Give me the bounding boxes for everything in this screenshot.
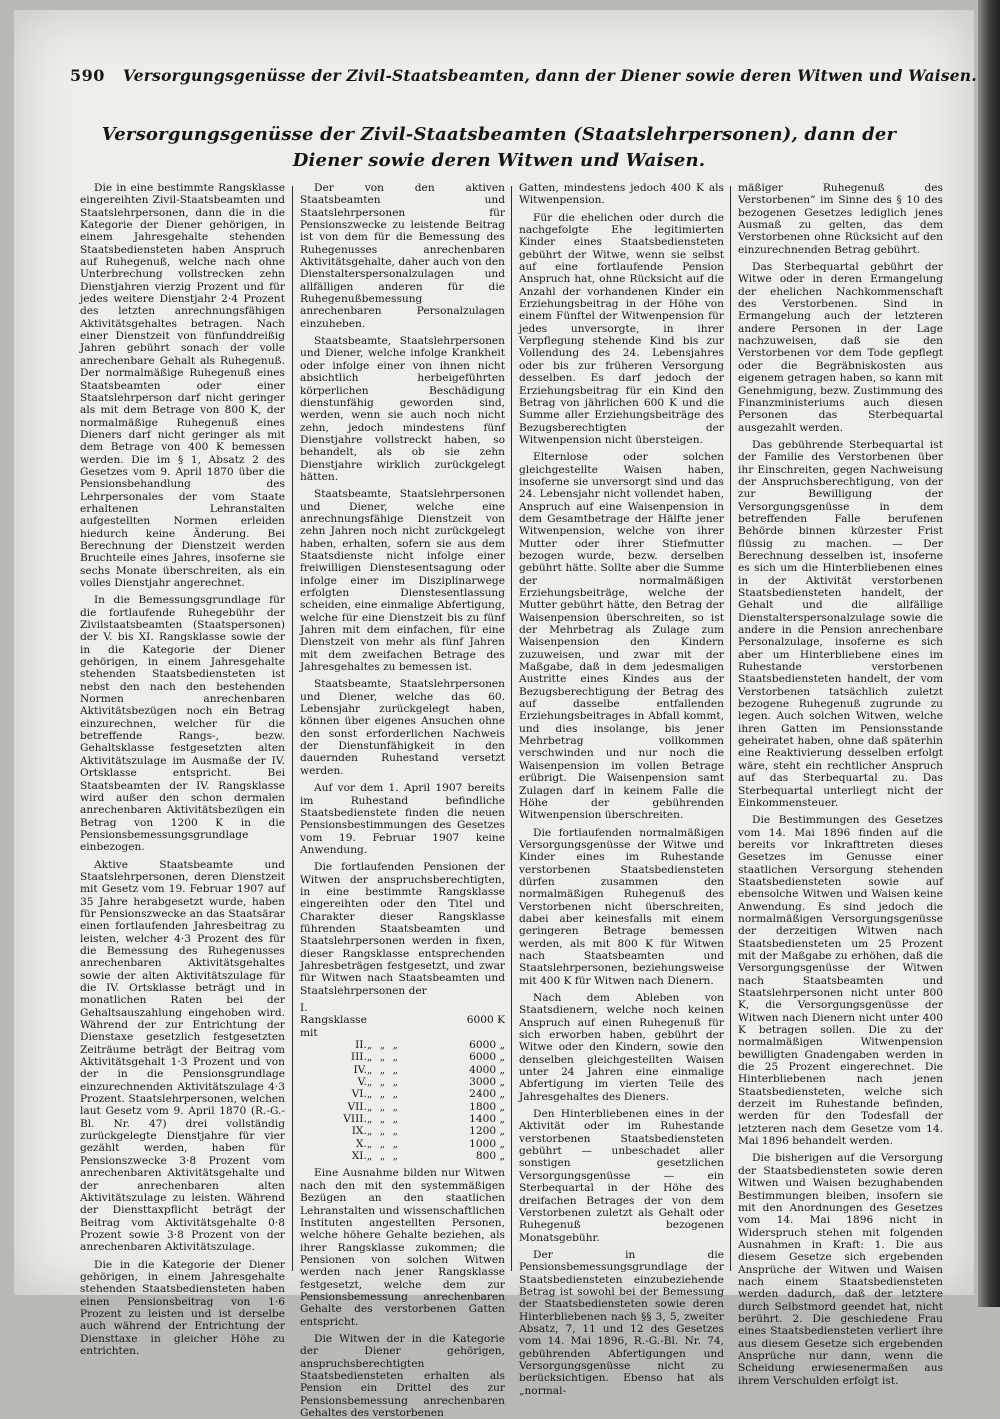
paragraph: Der von den aktiven Staatsbeamten und Staatslehrpersonen für Pensionszwecke zu leistende Beitrag ist von dem für die Bemessung des Ruhegenusses anrechenbaren Aktivitätsgehalte, daher auch von den Dienstalterspersonalzulagen und allfälligen anderen für die Ruhegenußbemessung anrechenbaren Personalzulagen einzuheben. <box>300 182 505 330</box>
paragraph: Der in die Pensionsbemessungsgrundlage der Staatsbediensteten einzubeziehende Betrag ist sowohl bei der Bemessung der Staatsbediensteten sowie deren Hinterbliebenen nach §§ 3, 5, zweiter Absatz, 7, 11 und 12 des Gesetzes vom 14. Mai 1896, R.-G.-Bl. Nr. 74, gebührenden Abfertigungen und Versorgungsgenüsse nicht zu berücksichtigen. Ebenso hat als „normal- <box>519 1248 724 1397</box>
text-column-1 <box>80 182 285 1357</box>
paragraph: Aktive Staatsbeamte und Staatslehrpersonen, deren Dienstzeit mit Gesetz vom 19. Februar 1907 auf 35 Jahre herabgesetzt wurde, haben für Pensionszwecke an das Staatsärar einen fortlaufenden Jahresbeitrag zu leisten, welcher 4·3 Prozent des für die Bemessung des Ruhegenusses anrechenbaren Aktivitätsgehaltes sowie der alten Aktivitätszulage für die IV. Ortsklasse beträgt und in monatlichen Raten bei der Gehaltsauszahlung eingehoben wird. Während der zur Entrichtung der Dienstaxe gesetzlich festgesetzten Zeiträume beträgt der Beitrag vom Aktivitätsgehalt 1·3 Prozent und von der in die Pensionsgrundlage einzurechnenden Aktivitätszulage 4·3 Prozent. Staatslehrpersonen, welchen laut Gesetz vom 9. April 1870 (R.-G.-Bl. Nr. 47) drei vollständig zurückgelegte Dienstjahre für vier gezählt werden, haben für Pensionszwecke 3·8 Prozent vom anrechenbaren Aktivitätsgehalte und der anrechenbaren alten Aktivitätszulage zu leisten. Während der Diensttaxpflicht beträgt der Beitrag vom Aktivitätsgehalte 0·8 Prozent sowie 3·8 Prozent von der anrechenbaren Aktivitätszulage. <box>80 858 285 1254</box>
page-header <box>70 66 977 85</box>
table-row <box>300 1039 505 1051</box>
document-page <box>14 10 977 1419</box>
text-column-2 <box>300 182 505 1419</box>
rank-amount: 2400 „ <box>469 1088 505 1101</box>
ditto-marks: „ „ „ <box>366 1100 401 1113</box>
rank-amount: 1400 „ <box>469 1113 505 1126</box>
paragraph: In die Bemessungsgrundlage für die fortlaufende Ruhegebühr der Zivilstaatsbeamten (Staatspersonen) der V. bis XI. Rangsklasse sowie der in die Kategorie der Diener gehörigen, in einem Jahresgehalte stehenden Staatsbediensteten ist nebst den nach den bestehenden Normen anrechenbaren Aktivitätsbezügen noch ein Betrag einzurechnen, welcher für die betreffende Rangs-, bezw. Gehaltsklasse festgesetzten alten Aktivitätszulage im Ausmaße der IV. Ortsklasse entspricht. Bei Staatsbeamten der IV. Rangsklasse wird außer den schon dermalen anrechenbaren Aktivitätsbezügen ein Betrag von 1200 K in die Pensionsbemessungsgrundlage einbezogen. <box>80 594 285 854</box>
column-divider <box>292 186 293 1271</box>
paragraph: Elternlose oder solchen gleichgestellte Waisen haben, insoferne sie unversorgt sind und das 24. Lebensjahr nicht vollendet haben, Anspruch auf eine Waisenpension in dem Gesamtbetrage der Hälfte jener Witwenpension, welche von ihrer Mutter oder ihrer Stiefmutter bezogen wurde, bezw. derselben gebührt hätte. Sollte aber die Summe der normalmäßigen Erziehungsbeiträge, welche der Mutter gebührt hätte, den Betrag der Waisenpension überschreiten, so ist der Mehrbetrag als Zulage zum Waisenpension den Kindern zuzuweisen, und zwar mit der Maßgabe, daß in dem jedesmaligen Austritte eines Kindes aus der Bezugsberechtigung der Betrag des auf dasselbe entfallenden Erziehungsbeitrages in Abfall kommt, und dies insolange, bis jener Mehrbetrag vollkommen verschwinden und nur noch die Waisenpension im vollen Betrage erübrigt. Die Waisenpension samt Zulagen darf in keinem Falle die Höhe der gebührenden Witwenpension überschreiten. <box>519 451 724 822</box>
table-row <box>300 1138 505 1150</box>
ditto-marks: „ „ „ <box>366 1039 401 1052</box>
rank-amount: 4000 „ <box>469 1063 505 1076</box>
rank-class: VI. <box>351 1088 367 1101</box>
ditto-marks: „ „ „ <box>366 1088 401 1101</box>
table-row <box>300 1125 505 1137</box>
ditto-marks: „ „ „ <box>366 1063 401 1076</box>
ditto-marks: „ „ „ <box>366 1076 401 1089</box>
rank-class: IV. <box>353 1063 367 1076</box>
ditto-marks: „ „ „ <box>366 1125 401 1138</box>
rank-class: VIII. <box>343 1113 367 1126</box>
rank-class: III. <box>350 1051 367 1064</box>
paragraph: Die fortlaufenden Pensionen der Witwen der anspruchsberechtigten, in eine bestimmte Rangsklasse eingereihten oder den Titel und Charakter dieser Rangsklasse führenden Staatsbeamten und Staatslehrpersonen werden in fixen, dieser Rangsklasse entsprechenden Jahresbeträgen festgesetzt, und zwar für Witwen nach Staatsbeamten und Staatslehrpersonen der <box>300 861 505 997</box>
text-column-3 <box>519 182 724 1397</box>
widow-pension-rank-table <box>300 1002 505 1162</box>
paragraph: Auf vor dem 1. April 1907 bereits im Ruhestand befindliche Staatsbedienstete finden die neuen Pensionsbestimmungen des Gesetzes vom 19. Februar 1907 keine Anwendung. <box>300 782 505 856</box>
paragraph: mäßiger Ruhegenuß des Verstorbenen” im Sinne des § 10 des bezogenen Gesetzes lediglich jenes Ausmaß zu gelten, das dem Verstorbenen ohne Rücksicht auf den einzurechnenden Betrag gebührt. <box>738 182 943 256</box>
paragraph: Die in eine bestimmte Rangsklasse eingereihten Zivil-Staatsbeamten und Staatslehrpersonen, dann die in die Kategorie der Diener gehörigen, in einem Jahresgehalte stehenden Staatsbediensteten haben Anspruch auf Ruhegenuß, welche nach ohne Unterbrechung vollstrecken zehn Dienstjahren vierzig Prozent und für jedes weitere Dienstjahr 2·4 Prozent des letzten anrechnungsfähigen Aktivitätsgehaltes betragen. Nach einer Dienstzeit von fünfunddreißig Jahren gebührt sonach der volle anrechenbare Gehalt als Ruhegenuß. Der normalmäßige Ruhegenuß eines Staatsbeamten oder einer Staatslehrperson darf nicht geringer als mit dem Betrage von 800 K, der normalmäßige Ruhegenuß eines Dieners darf nicht geringer als mit dem Betrage von 400 K bemessen werden. Die im § 1, Absatz 2 des Gesetzes vom 9. April 1870 über die Pensionsbehandlung des Lehrpersonales der vom Staate erhaltenen Lehranstalten aufgestellten Normen erleiden hiedurch keine Änderung. Bei Berechnung der Dienstzeit werden Bruchteile eines Jahres, insoferne sie sechs Monate überschreiten, als ein volles Dienstjahr angerechnet. <box>80 182 285 589</box>
rank-amount: 800 „ <box>475 1150 505 1163</box>
table-row <box>300 1101 505 1113</box>
rank-amount: 3000 „ <box>469 1076 505 1089</box>
rank-class: II. <box>355 1039 367 1052</box>
page-number: 590 <box>70 66 105 85</box>
ditto-marks: „ „ „ <box>366 1137 401 1150</box>
paragraph: Die fortlaufenden normalmäßigen Versorgungsgenüsse der Witwe und Kinder eines im Ruhestande verstorbenen Staatsbediensteten dürfen zusammen den normalmäßigen Ruhegenuß des Verstorbenen nicht überschreiten, dabei aber keinesfalls mit einem geringeren Betrage bemessen werden, als mit 800 K für Witwen nach Staatsbeamten und Staatslehrpersonen, beziehungsweise mit 400 K für Witwen nach Dienern. <box>519 826 724 987</box>
rank-amount: 1200 „ <box>469 1125 505 1138</box>
section-title: Versorgungsgenüsse der Zivil-Staatsbeamten (Staatslehrpersonen), dann der Diener sowie deren Witwen und Waisen. <box>101 124 897 171</box>
rank-class: XI. <box>351 1150 367 1163</box>
ditto-marks <box>367 1002 439 1039</box>
paragraph: Das Sterbequartal gebührt der Witwe oder in deren Ermangelung der ehelichen Nachkommenschaft des Verstorbenen. Sind in Ermangelung auch der letzteren andere Personen in der Lage nachzuweisen, daß sie den Verstorbenen vor dem Tode gepflegt oder die Begräbniskosten aus eigenem getragen haben, so kann mit Genehmigung, bezw. Zustimmung des Finanzministeriums auch diesen Personen das Sterbequartal ausgezahlt werden. <box>738 261 943 434</box>
rank-amount: 6000 „ <box>469 1051 505 1064</box>
rank-class: V. <box>357 1076 367 1089</box>
table-row <box>300 1076 505 1088</box>
rank-class: X. <box>355 1137 367 1150</box>
rank-amount: 6000 „ <box>469 1039 505 1052</box>
paragraph: Die in die Kategorie der Diener gehörigen, in einem Jahresgehalte stehenden Staatsbediensteten haben einen Pensionsbeitrag von 1·6 Prozent zu leisten und ist derselbe auch während der Entrichtung der Diensttaxe in gleicher Höhe zu entrichten. <box>80 1258 285 1357</box>
rank-amount: 6000 K <box>466 1014 505 1027</box>
table-row <box>300 1088 505 1100</box>
table-row <box>300 1113 505 1125</box>
scan-edge <box>978 0 1000 1307</box>
column-divider <box>730 186 731 1271</box>
ditto-marks: „ „ „ <box>366 1113 401 1126</box>
ditto-marks: „ „ „ <box>366 1150 401 1163</box>
text-column-4 <box>738 182 943 1387</box>
rank-class: IX. <box>351 1125 367 1138</box>
paragraph: Staatsbeamte, Staatslehrpersonen und Diener, welche eine anrechnungsfähige Dienstzeit von zehn Jahren noch nicht zurückgelegt haben, erhalten, sofern sie aus dem Staatsdienste nicht infolge einer freiwilligen Dienstesentsagung oder infolge einer im Disziplinarwege erfolgten Dienstesentlassung scheiden, eine einmalige Abfertigung, welche für eine Dienstzeit bis zu fünf Jahren mit dem einfachen, für eine Dienstzeit von mehr als fünf Jahren mit dem zweifachen Betrage des Jahresgehaltes zu bemessen ist. <box>300 488 505 674</box>
paragraph: Für die ehelichen oder durch die nachgefolgte Ehe legitimierten Kinder eines Staatsbediensteten gebührt der Witwe, wenn sie selbst auf eine fortlaufende Pension Anspruch hat, ohne Rücksicht auf die Anzahl der vorhandenen Kinder ein Erziehungsbeitrag in der Höhe von einem Fünftel der Witwenpension für jedes unversorgte, in ihrer Verpflegung stehende Kind bis zur Vollendung des 24. Lebensjahres oder bis zur früheren Versorgung desselben. Es darf jedoch der Erziehungsbeitrag für ein Kind den Betrag von jährlichen 600 K und die Summe aller Erziehungsbeiträge des Bezugsberechtigten der Witwenpension nicht übersteigen. <box>519 211 724 446</box>
paragraph: Den Hinterbliebenen eines in der Aktivität oder im Ruhestande verstorbenen Staatsbediensteten gebührt — unbeschadet aller sonstigen gesetzlichen Versorgungsgenüsse — ein Sterbequartal in der Höhe des dreifachen Betrages der von dem Verstorbenen zuletzt als Gehalt oder Ruhegenuß bezogenen Monatsgebühr. <box>519 1108 724 1244</box>
ditto-marks: „ „ „ <box>366 1051 401 1064</box>
table-row <box>300 1002 505 1039</box>
paragraph: Staatsbeamte, Staatslehrpersonen und Diener, welche infolge Krankheit oder infolge einer von ihnen nicht absichtlich herbeigeführten körperlichen Beschädigung dienstunfähig geworden sind, werden, wenn sie auch noch nicht zehn, jedoch mindestens fünf Dienstjahre vollstreckt haben, so behandelt, als ob sie zehn Dienstjahre wirklich zurückgelegt hätten. <box>300 335 505 483</box>
paragraph: Gatten, mindestens jedoch 400 K als Witwenpension. <box>519 182 724 207</box>
rank-amount: 1000 „ <box>469 1137 505 1150</box>
table-row <box>300 1051 505 1063</box>
rank-class: VII. <box>347 1100 367 1113</box>
paragraph: Eine Ausnahme bilden nur Witwen nach den mit den systemmäßigen Bezügen an den staatlichen Lehranstalten und wissenschaftlichen Instituten angestellten Personen, welche höhere Gehalte beziehen, als ihrer Rangsklasse zukommen; die Pensionen von solchen Witwen werden nach jener Rangsklasse festgesetzt, welche dem zur Pensionsbemessung anrechenbaren Gehalte des verstorbenen Gatten entspricht. <box>300 1167 505 1328</box>
table-row <box>300 1064 505 1076</box>
paragraph: Nach dem Ableben von Staatsdienern, welche noch keinen Anspruch auf einen Ruhegenuß für sich erworben haben, gebührt der Witwe oder den Kindern, sowie den denselben gleichgestellten Waisen unter 24 Jahren eine einmalige Abfertigung im vierten Teile des Jahresgehaltes des Dieners. <box>519 992 724 1103</box>
running-head: Versorgungsgenüsse der Zivil-Staatsbeamten, dann der Diener sowie deren Witwen und Waisen. <box>122 66 977 85</box>
paragraph: Die Witwen der in die Kategorie der Diener gehörigen, anspruchsberechtigten Staatsbediensteten erhalten als Pension ein Drittel des zur Pensionsbemessung anrechenbaren Gehaltes des verstorbenen <box>300 1332 505 1419</box>
rank-amount: 1800 „ <box>469 1100 505 1113</box>
paragraph: Die bisherigen auf die Versorgung der Staatsbediensteten sowie deren Witwen und Waisen bezughabenden Bestimmungen bleiben, insofern sie mit den Anordnungen des Gesetzes vom 14. Mai 1896 nicht in Widerspruch stehen mit folgenden Ausnahmen in Kraft: 1. Die aus diesem Gesetze sich ergebenden Ansprüche der Witwen und Waisen nach einem Staatsbediensteten werden dadurch, daß der letztere durch Selbstmord geendet hat, nicht berührt. 2. Die geschiedene Frau eines Staatsbediensteten verliert ihre aus diesem Gesetze sich ergebenden Ansprüche nur dann, wenn die Scheidung erwiesenermaßen aus ihrem Verschulden erfolgt ist. <box>738 1152 943 1387</box>
table-row <box>300 1150 505 1162</box>
paragraph: Das gebührende Sterbequartal ist der Familie des Verstorbenen über ihr Einschreiten, gegen Nachweisung der Anspruchsberechtigung, von der zur Bewilligung der Versorgungsgenüsse in dem betreffenden Falle berufenen Behörde binnen kürzester Frist flüssig zu machen. — Der Berechnung desselben ist, insoferne es sich um die Hinterbliebenen eines in der Aktivität verstorbenen Staatsbediensteten handelt, der Gehalt und die allfällige Dienstalterspersonalzulage sowie die andere in die Pension anrechenbare Personalzulage, insoferne es sich aber um Hinterbliebene eines im Ruhestande verstorbenen Staatsbediensteten handelt, der vom Verstorbenen tatsächlich zuletzt bezogene Ruhegenuß zugrunde zu legen. Auch solchen Witwen, welche ihren Gatten im Pensionsstande geheiratet haben, ohne daß späterhin eine Reaktivierung desselben erfolgt wäre, steht ein rechtlicher Anspruch auf das Sterbequartal zu. Das Sterbequartal unterliegt nicht der Einkommensteuer. <box>738 438 943 809</box>
paragraph: Staatsbeamte, Staatslehrpersonen und Diener, welche das 60. Lebensjahr zurückgelegt haben, können über eigenes Ansuchen ohne den sonst erforderlichen Nachweis der Dienstunfähigkeit in den dauernden Ruhestand versetzt werden. <box>300 678 505 777</box>
column-divider <box>511 186 512 1271</box>
rank-class: I. Rangsklasse mit <box>300 1002 367 1039</box>
paragraph: Die Bestimmungen des Gesetzes vom 14. Mai 1896 finden auf die bereits vor Inkrafttreten dieses Gesetzes im Genusse einer staatlichen Versorgung stehenden Staatsbediensteten sowie auf ebensolche Witwen und Waisen keine Anwendung. Es sind jedoch die normalmäßigen Versorgungsgenüsse der derzeitigen Witwen nach Staatsbediensteten um 25 Prozent mit der Maßgabe zu erhöhen, daß die Versorgungsgenüsse der Witwen nach Staatsbeamten und Staatslehrpersonen nicht unter 800 K, die Versorgungsgenüsse der Witwen nach Dienern nicht unter 400 K betragen sollen. Die zu der normalmäßigen Witwenpension bewilligten Gnadengaben werden in die 25 Prozent eingerechnet. Die Hinterbliebenen nach jenen Staatsbediensteten, welche sich derzeit im Ruhestande befinden, werden für den Todesfall der letzteren nach dem Gesetze vom 14. Mai 1896 behandelt werden. <box>738 814 943 1148</box>
